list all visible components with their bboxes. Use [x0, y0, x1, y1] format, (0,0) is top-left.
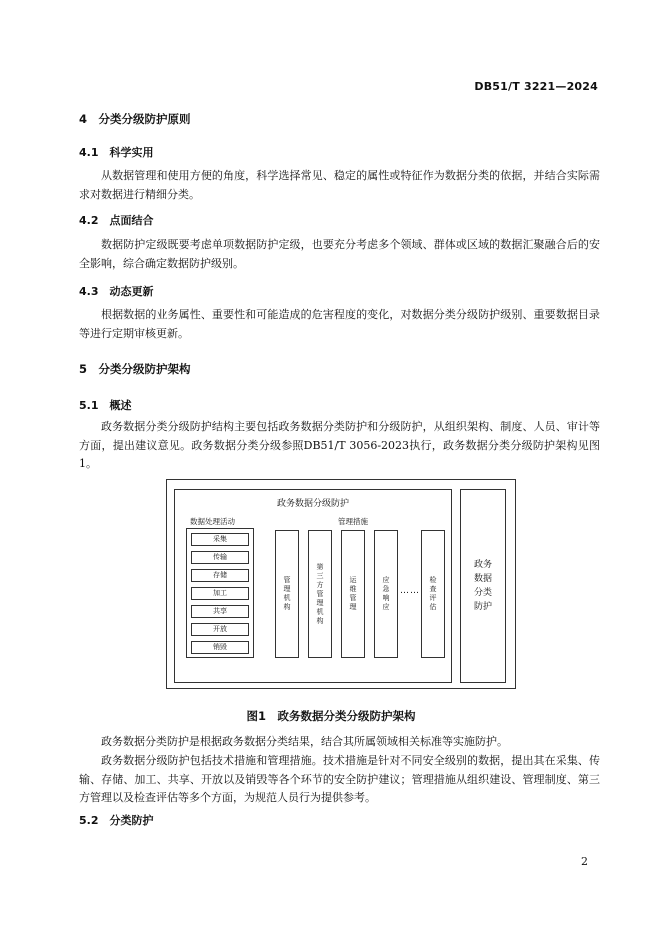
measure-label: 管理机构: [283, 576, 291, 611]
measure-box: [275, 530, 299, 658]
page-number: 2: [581, 855, 588, 868]
activity-item: 加工: [191, 587, 249, 600]
measure-ellipsis: ……: [400, 586, 420, 596]
section-5-1-text-2: 政务数据分类防护是根据政务数据分类结果，结合其所属领域相关标准等实施防护。: [101, 735, 508, 748]
section-5-1-heading: 5.1 概述: [79, 399, 132, 412]
section-4-1-heading: 4.1 科学实用: [79, 146, 154, 159]
measure-label: 第三方管理机构: [316, 562, 324, 625]
figure-activities-box: [186, 528, 254, 658]
figure-measures-label: 管理措施: [338, 517, 368, 526]
measure-box: [421, 530, 445, 658]
measure-box: [341, 530, 365, 658]
activity-item: 存储: [191, 569, 249, 582]
section-4-1-text: 从数据管理和使用方便的角度，科学选择常见、稳定的属性或特征作为数据分类的依据，并结合实际需求对数据进行精细分类。: [79, 169, 600, 201]
figure-caption: 图1 政务数据分类分级防护架构: [246, 709, 416, 723]
section-5-1-text-3: 政务数据分级防护包括技术措施和管理措施。技术措施是针对不同安全级别的数据，提出其在采集、传输、存储、加工、共享、开放以及销毁等各个环节的安全防护建议；管理措施从组织建设、管理制度、第三方管理以及检查评估等多个方面，为规范人员行为提供参考。: [79, 754, 600, 804]
figure-activities-label: 数据处理活动: [190, 517, 235, 526]
section-4-3-text: 根据数据的业务属性、重要性和可能造成的危害程度的变化，对数据分类分级防护级别、重要数据目录等进行定期审核更新。: [79, 308, 600, 340]
measure-label: 检查评估: [429, 576, 437, 611]
activity-item: 开放: [191, 623, 249, 636]
section-5-2-heading: 5.2 分类防护: [79, 814, 154, 827]
section-5-1-text-1: 政务数据分类分级防护结构主要包括政务数据分类防护和分级防护，从组织架构、制度、人员、审计等方面，提出建议意见。政务数据分类分级参照DB51/T 3056-2023执行，政务数据分类分级防护架构见图1。: [79, 420, 600, 470]
section-4-3-heading: 4.3 动态更新: [79, 285, 154, 298]
section-4-2-heading: 4.2 点面结合: [79, 214, 154, 227]
activity-item: 销毁: [191, 641, 249, 654]
document-code: DB51/T 3221—2024: [474, 80, 598, 93]
figure-classification-label: 政务数据分类防护: [473, 560, 492, 612]
measure-label: 运维管理: [349, 576, 357, 611]
measure-box: [374, 530, 398, 658]
section-4-2-text: 数据防护定级既要考虑单项数据防护定级，也要充分考虑多个领域、群体或区域的数据汇聚融合后的安全影响，综合确定数据防护级别。: [79, 238, 600, 270]
section-5-heading: 5 分类分级防护架构: [79, 362, 191, 376]
figure-classification-box: [460, 489, 506, 683]
activity-item: 采集: [191, 533, 249, 546]
section-4-heading: 4 分类分级防护原则: [79, 112, 191, 126]
activity-item: 共享: [191, 605, 249, 618]
figure-grading-title: 政务数据分级防护: [276, 499, 349, 509]
measure-box: [308, 530, 332, 658]
activity-item: 传输: [191, 551, 249, 564]
measure-label: 应急响应: [382, 576, 390, 611]
